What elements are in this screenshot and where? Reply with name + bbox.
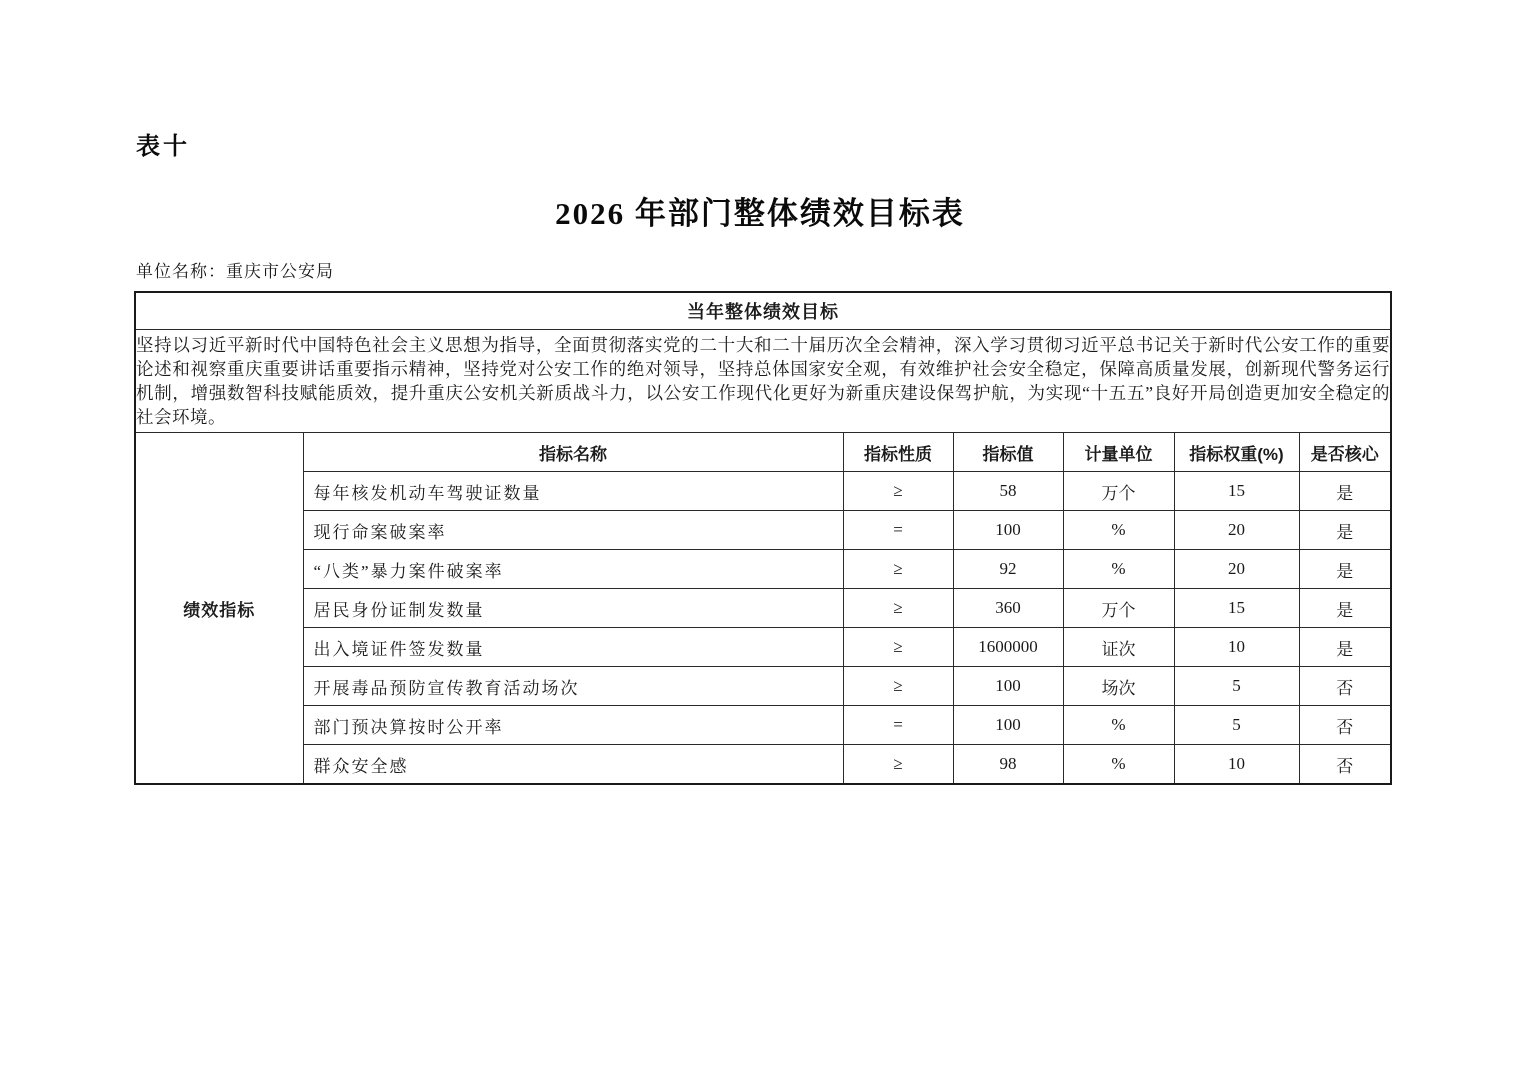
section-header: 当年整体绩效目标 bbox=[135, 292, 1391, 330]
table-row bbox=[135, 550, 1391, 589]
indicator-unit: % bbox=[1063, 511, 1174, 550]
goal-text: 坚持以习近平新时代中国特色社会主义思想为指导，全面贯彻落实党的二十大和二十届历次全会精神，深入学习贯彻习近平总书记关于新时代公安工作的重要论述和视察重庆重要讲话重要指示精神，坚持党对公安工作的绝对领导，坚持总体国家安全观，有效维护社会安全稳定，保障高质量发展，创新现代警务运行机制，增强数智科技赋能质效，提升重庆公安机关新质战斗力，以公安工作现代化更好为新重庆建设保驾护航，为实现“十五五”良好开局创造更加安全稳定的社会环境。 bbox=[135, 330, 1391, 433]
row-group-label: 绩效指标 bbox=[135, 433, 303, 785]
indicator-core: 是 bbox=[1299, 628, 1391, 667]
indicator-weight: 15 bbox=[1174, 472, 1299, 511]
indicator-weight: 5 bbox=[1174, 667, 1299, 706]
indicator-unit: 场次 bbox=[1063, 667, 1174, 706]
indicator-value: 58 bbox=[953, 472, 1063, 511]
column-header-row bbox=[135, 433, 1391, 472]
col-header-indicator-value: 指标值 bbox=[953, 433, 1063, 472]
indicator-nature: ≥ bbox=[843, 628, 953, 667]
indicator-name: “八类”暴力案件破案率 bbox=[303, 550, 843, 589]
indicator-name: 居民身份证制发数量 bbox=[303, 589, 843, 628]
indicator-value: 100 bbox=[953, 706, 1063, 745]
indicator-name: 每年核发机动车驾驶证数量 bbox=[303, 472, 843, 511]
col-header-indicator-name: 指标名称 bbox=[303, 433, 843, 472]
indicator-unit: % bbox=[1063, 550, 1174, 589]
indicator-core: 是 bbox=[1299, 472, 1391, 511]
indicator-core: 是 bbox=[1299, 589, 1391, 628]
indicator-nature: ≥ bbox=[843, 589, 953, 628]
indicator-weight: 20 bbox=[1174, 511, 1299, 550]
indicator-value: 100 bbox=[953, 511, 1063, 550]
table-row bbox=[135, 667, 1391, 706]
indicator-weight: 10 bbox=[1174, 745, 1299, 785]
col-header-is-core: 是否核心 bbox=[1299, 433, 1391, 472]
table-row bbox=[135, 472, 1391, 511]
indicator-unit: 万个 bbox=[1063, 589, 1174, 628]
indicator-value: 360 bbox=[953, 589, 1063, 628]
indicator-value: 98 bbox=[953, 745, 1063, 785]
indicator-nature: ≥ bbox=[843, 550, 953, 589]
goal-text-row bbox=[135, 330, 1391, 433]
indicator-weight: 15 bbox=[1174, 589, 1299, 628]
col-header-unit: 计量单位 bbox=[1063, 433, 1174, 472]
table-row bbox=[135, 511, 1391, 550]
section-header-row bbox=[135, 292, 1391, 330]
performance-target-table bbox=[134, 291, 1392, 785]
table-row bbox=[135, 706, 1391, 745]
indicator-core: 是 bbox=[1299, 511, 1391, 550]
indicator-value: 100 bbox=[953, 667, 1063, 706]
indicator-core: 否 bbox=[1299, 667, 1391, 706]
document-title: 2026 年部门整体绩效目标表 bbox=[555, 196, 965, 231]
indicator-name: 现行命案破案率 bbox=[303, 511, 843, 550]
indicator-value: 92 bbox=[953, 550, 1063, 589]
indicator-nature: ≥ bbox=[843, 667, 953, 706]
indicator-weight: 10 bbox=[1174, 628, 1299, 667]
indicator-unit: % bbox=[1063, 745, 1174, 785]
indicator-name: 开展毒品预防宣传教育活动场次 bbox=[303, 667, 843, 706]
indicator-unit: % bbox=[1063, 706, 1174, 745]
indicator-name: 部门预决算按时公开率 bbox=[303, 706, 843, 745]
indicator-nature: = bbox=[843, 706, 953, 745]
page-tag: 表十 bbox=[136, 133, 190, 160]
indicator-nature: = bbox=[843, 511, 953, 550]
indicator-core: 否 bbox=[1299, 706, 1391, 745]
indicator-nature: ≥ bbox=[843, 745, 953, 785]
table-row bbox=[135, 589, 1391, 628]
indicator-weight: 20 bbox=[1174, 550, 1299, 589]
col-header-weight: 指标权重(%) bbox=[1174, 433, 1299, 472]
indicator-nature: ≥ bbox=[843, 472, 953, 511]
indicator-core: 否 bbox=[1299, 745, 1391, 785]
unit-name: 单位名称：重庆市公安局 bbox=[136, 262, 334, 281]
indicator-value: 1600000 bbox=[953, 628, 1063, 667]
indicator-weight: 5 bbox=[1174, 706, 1299, 745]
indicator-name: 出入境证件签发数量 bbox=[303, 628, 843, 667]
indicator-name: 群众安全感 bbox=[303, 745, 843, 785]
col-header-indicator-nature: 指标性质 bbox=[843, 433, 953, 472]
indicator-unit: 证次 bbox=[1063, 628, 1174, 667]
table-row bbox=[135, 745, 1391, 785]
indicator-unit: 万个 bbox=[1063, 472, 1174, 511]
table-row bbox=[135, 628, 1391, 667]
indicator-core: 是 bbox=[1299, 550, 1391, 589]
